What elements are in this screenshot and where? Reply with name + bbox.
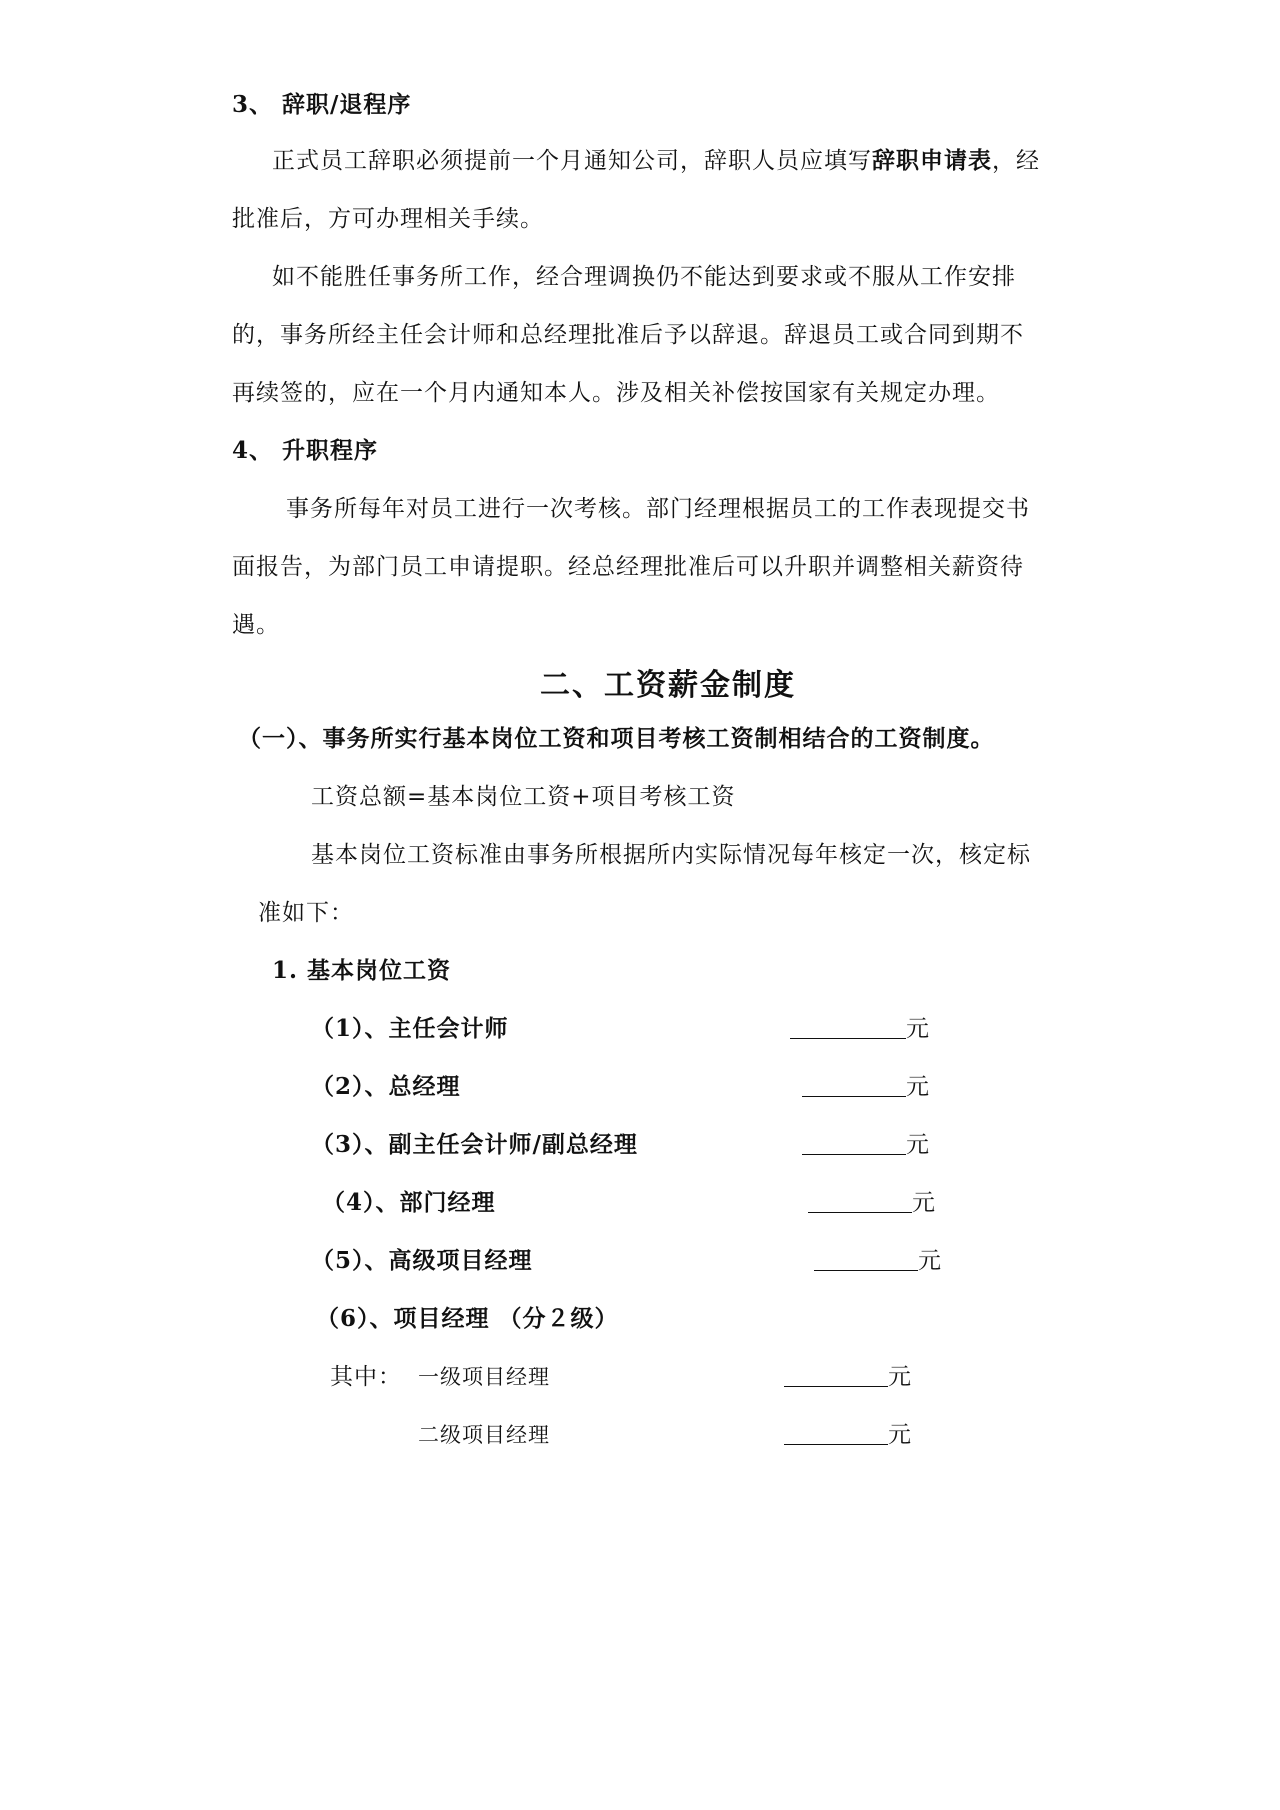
- salary-standard-line-1: 基本岗位工资标准由事务所根据所内实际情况每年核定一次，核定标: [311, 842, 1031, 868]
- salary-unit-department-manager: 元: [912, 1190, 935, 1216]
- salary-blank-level-1-project-manager[interactable]: [784, 1386, 888, 1387]
- section-4-paragraph-line-3: 遇。: [232, 612, 280, 638]
- chapter-2-subsection-1: （一）、事务所实行基本岗位工资和项目考核工资制相结合的工资制度。: [238, 725, 995, 752]
- section-4-paragraph-line-1: 事务所每年对员工进行一次考核。部门经理根据员工的工作表现提交书: [286, 496, 1030, 522]
- salary-blank-chief-accountant[interactable]: [790, 1038, 906, 1039]
- salary-unit-level-1-project-manager: 元: [888, 1364, 911, 1390]
- salary-unit-chief-accountant: 元: [906, 1016, 929, 1042]
- salary-unit-senior-project-manager: 元: [918, 1248, 941, 1274]
- basic-salary-title: 1. 基本岗位工资: [272, 957, 452, 984]
- salary-standard-line-2: 准如下：: [258, 900, 354, 926]
- salary-blank-level-2-project-manager[interactable]: [784, 1444, 888, 1445]
- section-4-title: 4、 升职程序: [232, 437, 379, 464]
- section-3-paragraph-2-line-2: 的，事务所经主任会计师和总经理批准后予以辞退。辞退员工或合同到期不: [232, 322, 1024, 348]
- salary-blank-senior-project-manager[interactable]: [814, 1270, 918, 1271]
- section-3-paragraph-1-line-2: 批准后，方可办理相关手续。: [232, 206, 544, 232]
- section-3-paragraph-1-line-1: [272, 146, 1040, 176]
- section-3-paragraph-2-line-3: 再续签的，应在一个月内通知本人。涉及相关补偿按国家有关规定办理。: [232, 380, 1000, 406]
- level-2-project-manager-label: 二级项目经理: [418, 1423, 550, 1447]
- among-label: 其中：: [330, 1364, 402, 1390]
- salary-item-chief-accountant: （1）、主任会计师: [311, 1015, 509, 1042]
- salary-item-deputy: （3）、副主任会计师/副总经理: [311, 1131, 638, 1158]
- section-3-title: 3、 辞职/退程序: [232, 91, 412, 118]
- salary-item-general-manager: （2）、总经理: [311, 1073, 461, 1100]
- project-manager-title: （6）、项目经理 （分２级）: [316, 1305, 619, 1332]
- level-1-project-manager-label: 一级项目经理: [418, 1365, 550, 1389]
- resignation-form-name: 辞职申请表: [872, 147, 992, 174]
- salary-unit-deputy: 元: [906, 1132, 929, 1158]
- salary-item-department-manager: （4）、部门经理: [322, 1189, 496, 1216]
- salary-formula: 工资总额=基本岗位工资+项目考核工资: [311, 784, 736, 810]
- salary-blank-deputy[interactable]: [802, 1154, 906, 1155]
- section-3-p1-end: ，经: [992, 148, 1040, 174]
- salary-unit-general-manager: 元: [906, 1074, 929, 1100]
- salary-blank-general-manager[interactable]: [802, 1096, 906, 1097]
- salary-item-senior-project-manager: （5）、高级项目经理: [311, 1247, 533, 1274]
- salary-unit-level-2-project-manager: 元: [888, 1422, 911, 1448]
- section-4-paragraph-line-2: 面报告，为部门员工申请提职。经总经理批准后可以升职并调整相关薪资待: [232, 554, 1024, 580]
- section-3-p1-start: 正式员工辞职必须提前一个月通知公司，辞职人员应填写: [272, 148, 872, 174]
- chapter-2-title: 二、工资薪金制度: [540, 668, 796, 703]
- salary-blank-department-manager[interactable]: [808, 1212, 912, 1213]
- section-3-paragraph-2-line-1: 如不能胜任事务所工作，经合理调换仍不能达到要求或不服从工作安排: [272, 264, 1016, 290]
